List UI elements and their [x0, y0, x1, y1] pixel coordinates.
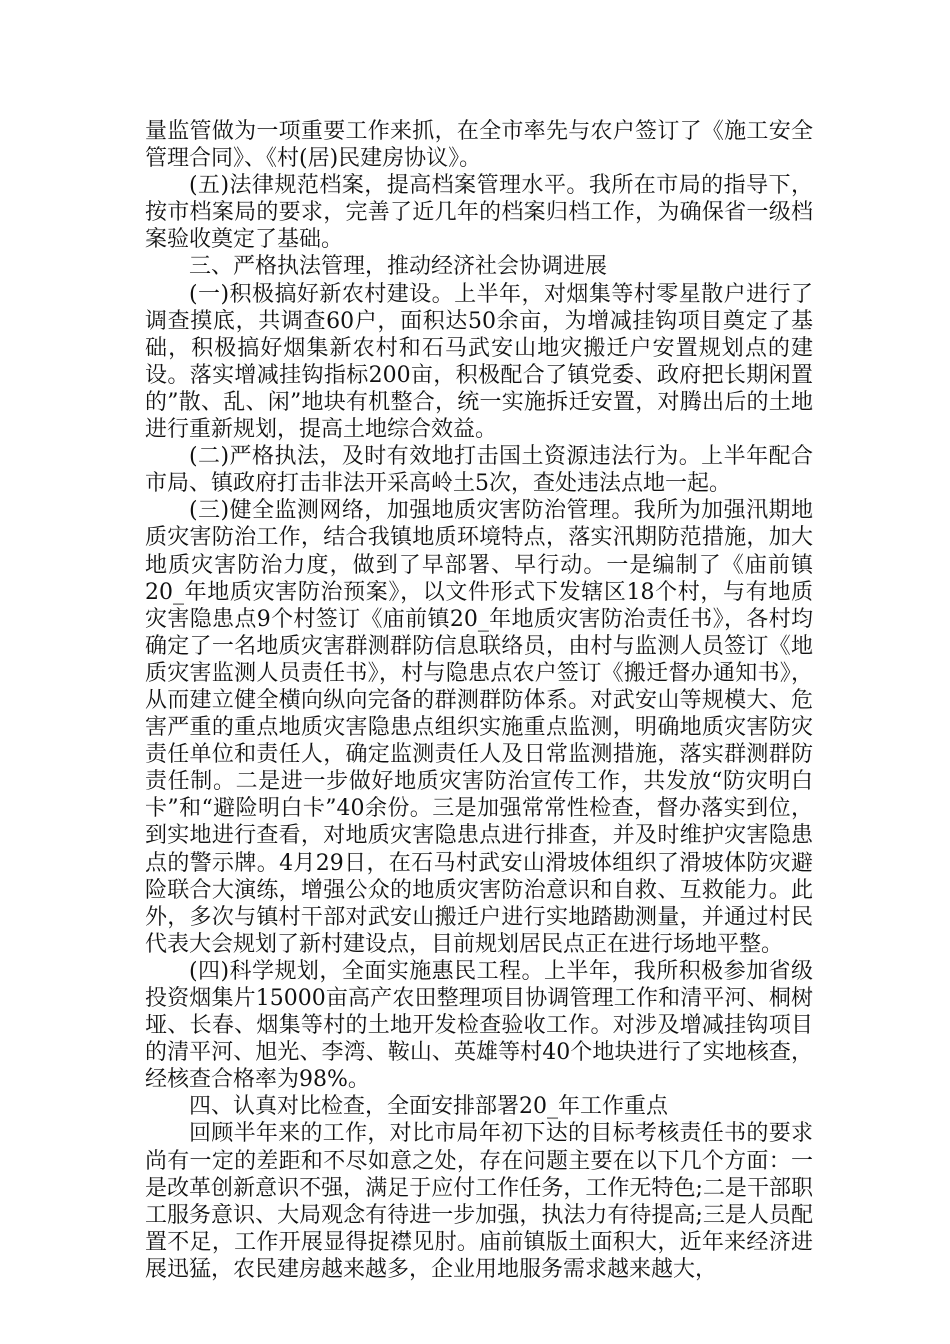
section-heading-law-enforcement: 三、严格执法管理，推动经济社会协调进展 [189, 254, 608, 280]
paragraph-new-village: (一)积极搞好新农村建设。上半年，对烟集等村零星散户进行了调查摸底，共调查60户，面积达50余亩，为增减挂钩项目奠定了基础，积极搞好烟集新农村和石马武安山地灾搬迁户安置规划点的建设。落实增减挂钩指标200亩，积极配合了镇党委、政府把长期闲置的”散、乱、闲”地块有机整合，统一实施拆迁安置，对腾出后的土地进行重新规划，提高土地综合效益。 [145, 281, 813, 443]
paragraph-strict-enforcement: (二)严格执法，及时有效地打击国土资源违法行为。上半年配合市局、镇政府打击非法开采高岭土5次，查处违法点地一起。 [145, 444, 813, 497]
paragraph-disaster-monitoring: (三)健全监测网络，加强地质灾害防治管理。我所为加强汛期地质灾害防治工作，结合我镇地质环境特点，落实汛期防范措施，加大地质灾害防治力度，做到了早部署、早行动。一是编制了《庙前镇20_年地质灾害防治预案》，以文件形式下发辖区18个村，与有地质灾害隐患点9个村签订《庙前镇20_年地质灾害防治责任书》，各村均确定了一名地质灾害群测群防信息联络员，由村与监测人员签订《地质灾害监测人员责任书》，村与隐患点农户签订《搬迁督办通知书》，从而建立健全横向纵向完备的群测群防体系。对武安山等规模大、危害严重的重点地质灾害隐患点组织实施重点监测，明确地质灾害防灾责任单位和责任人，确定监测责任人及日常监测措施，落实群测群防责任制。二是进一步做好地质灾害防治宣传工作，共发放“防灾明白卡”和“避险明白卡”40余份。三是加强常常性检查，督办落实到位，到实地进行查看，对地质灾害隐患点进行排查，并及时维护灾害隐患点的警示牌。4月29日，在石马村武安山滑坡体组织了滑坡体防灾避险联合大演练，增强公众的地质灾害防治意识和自救、互救能力。此外，多次与镇村干部对武安山搬迁户进行实地踏勘测量，并通过村民代表大会规划了新村建设点，目前规划居民点正在进行场地平整。 [145, 498, 813, 957]
document-page [145, 118, 813, 1283]
paragraph-planning: (四)科学规划，全面实施惠民工程。上半年，我所积极参加省级投资烟集片15000亩高产农田整理项目协调管理工作和清平河、桐树垭、长春、烟集等村的土地开发检查验收工作。对涉及增减挂钩项目的清平河、旭光、李湾、鞍山、英雄等村40个地块进行了实地核查，经核查合格率为98%。 [145, 958, 813, 1093]
section-heading-review: 四、认真对比检查，全面安排部署20_年工作重点 [189, 1094, 668, 1120]
paragraph-safety-contract: 量监管做为一项重要工作来抓，在全市率先与农户签订了《施工安全管理合同》、《村(居)民建房协议》。 [145, 119, 813, 172]
paragraph-archives: (五)法律规范档案，提高档案管理水平。我所在市局的指导下，按市档案局的要求，完善了近几年的档案归档工作，为确保省一级档案验收奠定了基础。 [145, 173, 813, 253]
paragraph-problems: 回顾半年来的工作，对比市局年初下达的目标考核责任书的要求尚有一定的差距和不尽如意之处，存在问题主要在以下几个方面：一是改革创新意识不强，满足于应付工作任务，工作无特色;二是干部职工服务意识、大局观念有待进一步加强，执法力有待提高;三是人员配置不足，工作开展显得捉襟见肘。庙前镇版土面积大，近年来经济进展迅猛，农民建房越来越多，企业用地服务需求越来越大， [145, 1121, 813, 1282]
